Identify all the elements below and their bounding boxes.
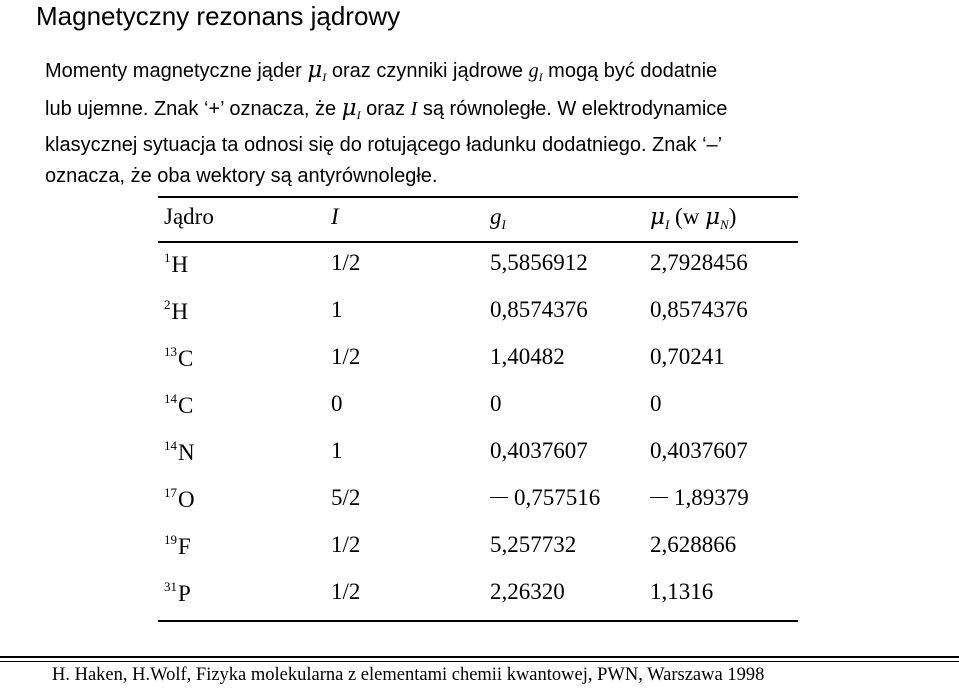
nucleus-cell	[164, 250, 188, 278]
g-cell: 5,257732	[490, 532, 577, 557]
element-symbol: C	[178, 346, 194, 371]
nucleus-cell	[164, 297, 188, 325]
mu-cell: 1,1316	[650, 579, 714, 604]
text-fragment: oraz	[360, 97, 411, 120]
mu-symbol: μ	[650, 204, 665, 230]
table-row	[158, 344, 798, 374]
element-symbol: H	[171, 252, 189, 277]
table-row	[158, 391, 798, 421]
paragraph-line-2	[45, 93, 935, 131]
mu-cell: 0,4037607	[650, 438, 748, 463]
subscript-I: I	[538, 70, 543, 84]
paragraph-line-4: oznacza, że oba wektory są antyrównoległe.	[45, 164, 438, 187]
footer-divider	[0, 661, 959, 662]
subscript-I: I	[664, 217, 670, 232]
mass-number: 14	[164, 391, 177, 406]
g-symbol: g	[528, 60, 539, 82]
header-g-factor	[490, 204, 506, 233]
mu-cell: 0,8574376	[650, 297, 748, 322]
subscript-N: N	[720, 217, 729, 232]
element-symbol: N	[178, 440, 195, 465]
table-row	[158, 485, 798, 515]
mu-N-symbol: μ	[705, 204, 721, 230]
footer-divider	[0, 656, 959, 658]
mu-symbol: μ	[341, 94, 357, 121]
spin-cell: 1	[331, 297, 343, 322]
element-symbol: P	[178, 581, 191, 606]
g-cell: 0,757516	[490, 485, 600, 511]
nucleus-cell	[164, 344, 193, 372]
unit-open: (w	[669, 204, 706, 229]
subscript-I: I	[501, 217, 506, 232]
g-cell: 1,40482	[490, 344, 565, 369]
table-row	[158, 297, 798, 327]
g-symbol: g	[490, 204, 502, 229]
spin-cell: 5/2	[331, 485, 361, 510]
table-bottom-rule	[158, 620, 798, 622]
mass-number: 13	[164, 344, 177, 359]
header-magnetic-moment	[650, 204, 736, 233]
element-symbol: H	[171, 299, 189, 324]
nucleus-cell	[164, 438, 195, 466]
mass-number: 2	[164, 297, 171, 312]
element-symbol: O	[178, 487, 195, 512]
subscript-I: I	[322, 70, 327, 84]
spin-cell: 1	[331, 438, 343, 463]
spin-cell: 1/2	[331, 532, 361, 557]
nucleus-cell	[164, 391, 193, 419]
mass-number: 17	[164, 485, 177, 500]
table-top-rule	[158, 196, 798, 198]
g-cell: 0	[490, 391, 502, 416]
mass-number: 14	[164, 438, 177, 453]
text-fragment: są równoległe. W elektrodynamice	[417, 97, 728, 120]
table-row	[158, 579, 798, 609]
mu-cell: 0	[650, 391, 662, 416]
mass-number: 1	[164, 250, 171, 265]
text-fragment: Momenty magnetyczne jąder	[45, 60, 308, 82]
g-cell: 0,8574376	[490, 297, 588, 322]
footer-citation: H. Haken, H.Wolf, Fizyka molekularna z elementami chemii kwantowej, PWN, Warszawa 1998	[52, 665, 765, 685]
spin-cell: 1/2	[331, 250, 361, 275]
element-symbol: F	[178, 534, 191, 559]
g-cell: 0,4037607	[490, 438, 588, 463]
paragraph-line-3: klasycznej sytuacja ta odnosi się do rotującego ładunku dodatniego. Znak ‘–’	[45, 134, 723, 156]
spin-cell: 1/2	[331, 579, 361, 604]
spin-cell: 1/2	[331, 344, 361, 369]
page-title: Magnetyczny rezonans jądrowy	[36, 1, 401, 31]
table-header-rule	[158, 241, 798, 243]
text-fragment: mogą być dodatnie	[542, 60, 718, 82]
text-fragment: lub ujemne. Znak ‘+’ oznacza, że	[45, 97, 342, 120]
table-row	[158, 532, 798, 562]
mu-cell: 2,7928456	[650, 250, 748, 275]
mass-number: 19	[164, 532, 177, 547]
header-nucleus: Jądro	[164, 204, 214, 229]
text-fragment: oraz czynniki jądrowe	[326, 60, 529, 82]
mu-cell: 1,89379	[650, 485, 749, 511]
nucleus-cell	[164, 579, 191, 607]
paragraph-line-1	[45, 55, 935, 93]
g-cell: 5,5856912	[490, 250, 588, 275]
mu-cell: 2,628866	[650, 532, 737, 557]
spin-cell: 0	[331, 391, 343, 416]
mass-number: 31	[164, 579, 177, 594]
g-cell: 2,26320	[490, 579, 565, 604]
table-row	[158, 438, 798, 468]
nucleus-cell	[164, 532, 191, 560]
element-symbol: C	[178, 393, 194, 418]
mu-symbol: μ	[307, 57, 323, 83]
unit-close: )	[728, 204, 737, 229]
table-row	[158, 250, 798, 280]
mu-cell: 0,70241	[650, 344, 725, 369]
intro-paragraph	[45, 55, 935, 191]
table-header-row	[158, 204, 798, 234]
subscript-I: I	[356, 107, 361, 122]
nucleus-cell	[164, 485, 195, 513]
I-symbol: I	[410, 97, 418, 120]
header-spin: I	[331, 204, 339, 229]
